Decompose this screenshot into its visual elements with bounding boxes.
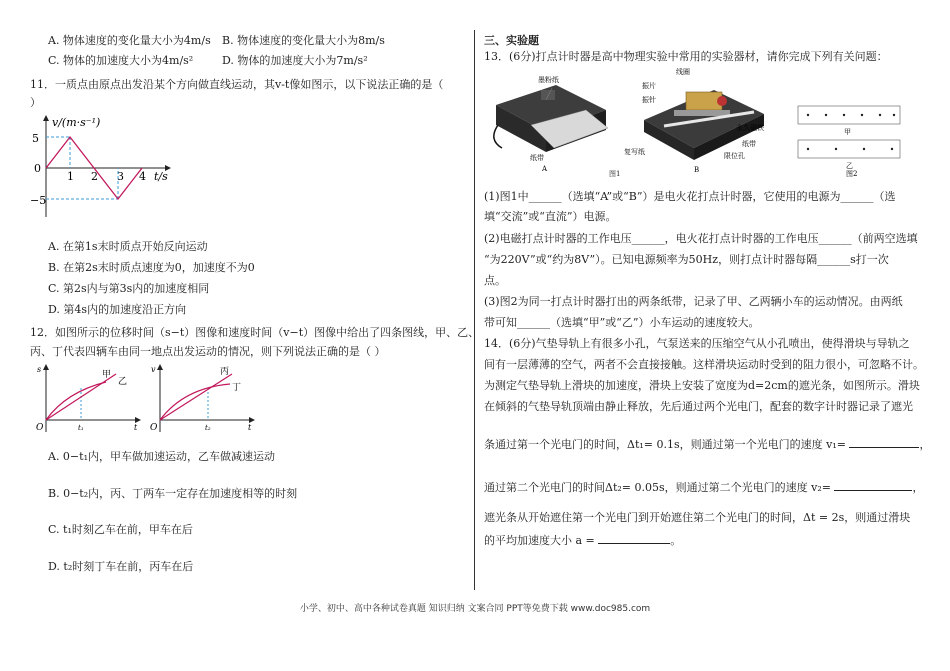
q14-line5 [484, 436, 930, 452]
tape-jia-dot-5 [893, 114, 895, 116]
x-tick-3: 3 [117, 170, 124, 183]
tape-jia-dot-3 [861, 114, 863, 116]
q14-line5-text: 条通过第一个光电门的时间，Δt₁= 0.1s，则通过第一个光电门的速度 v₁= [484, 438, 850, 451]
label-zhenpian: 振片 [642, 82, 656, 90]
vt-ylabel: v [151, 365, 156, 374]
line-bing [160, 374, 232, 420]
q13-part1-line1: (1)图1中______（选填“A”或“B”）是电火花打点计时器，它使用的电源为______（选 [484, 190, 896, 203]
label-jia: 甲 [102, 370, 112, 380]
q13-part2-line3: 点。 [484, 274, 506, 287]
label-ding: 丁 [232, 383, 242, 393]
q11-option-a: A. 在第1s末时质点开始反向运动 [48, 240, 208, 253]
acceleration-answer-blank[interactable] [598, 532, 670, 544]
label-bing: 丙 [220, 367, 230, 377]
tape-jia-dot-2 [843, 114, 845, 116]
label-jia-tape: 甲 [844, 128, 851, 136]
q14-line3: 为测定气垫导轨上滑块的加速度，滑块上安装了宽度为d=2cm的遮光条，如图所示。滑块 [484, 379, 920, 392]
q14-line8 [484, 532, 681, 548]
q14-line5-end: ， [919, 438, 931, 451]
q14-line6-text: 通过第二个光电门的时间Δt₂= 0.05s，则通过第二个光电门的速度 v₂= [484, 481, 835, 494]
y-tick-0: 0 [34, 162, 41, 175]
q10-option-b: B. 物体速度的变化量大小为8m/s [222, 34, 385, 47]
q11-option-d: D. 第4s内的加速度沿正方向 [48, 303, 187, 316]
q11-stem-line1: 11．一质点由原点出发沿某个方向做直线运动，其v-t像如图示，以下说法正确的是（ [30, 78, 444, 91]
q14-line1: 14．(6分)气垫导轨上有很多小孔，气泵送来的压缩空气从小孔喷出，使得滑块与导轨之 [484, 337, 910, 350]
tape-jia-dot-1 [825, 114, 827, 116]
q12-stem-line1: 12．如图所示的位移时间（s−t）图像和速度时间（v−t）图像中给出了四条图线，甲、乙、 [30, 326, 480, 339]
label-b: B [694, 166, 700, 174]
x-tick-2: 2 [91, 170, 98, 183]
column-divider [474, 30, 475, 590]
q13-part2-line2: “为220V”或“约为8V”）。已知电源频率为50Hz，则打点计时器每隔______s打一次 [484, 253, 889, 266]
q10-option-a: A. 物体速度的变化量大小为4m/s [48, 34, 211, 47]
q14-line6-end: ， [912, 481, 924, 494]
q14-line4: 在倾斜的气垫导轨顶端由静止释放，先后通过两个光电门，配套的数字计时器记录了遮光 [484, 400, 913, 413]
tape-yi-dot-3 [891, 148, 893, 150]
label-yi-tape: 乙 [846, 162, 853, 170]
q12-st-graph [36, 362, 144, 434]
q12-option-d: D. t₂时刻丁车在前，丙车在后 [48, 560, 194, 573]
v1-answer-blank[interactable] [849, 436, 919, 448]
label-a: A [542, 165, 548, 173]
label-xianweikong: 限位孔 [724, 152, 745, 160]
y-tick-5: 5 [32, 132, 39, 145]
label-tu2: 图2 [846, 170, 858, 178]
tape-yi-dot-0 [807, 148, 809, 150]
curve-ding [160, 384, 230, 420]
q12-stem-line2: 丙、丁代表四辆车由同一地点出发运动的情况，则下列说法正确的是（ ） [30, 345, 386, 358]
label-fuxiezhi: 复写纸 [624, 148, 645, 156]
q13-stem: 13．(6分)打点计时器是高中物理实验中常用的实验器材，请你完成下列有关问题： [484, 50, 888, 63]
label-zhidai-a: 纸带 [530, 154, 544, 162]
paper-tapes-figure-2 [796, 100, 906, 178]
q11-vt-graph [30, 112, 180, 222]
q14-line2: 间有一层薄薄的空气，两者不会直接接触。这样滑块运动时受到的阻力很小，可忽略不计。 [484, 358, 924, 371]
label-zhenzhen: 振针 [642, 96, 656, 104]
label-yi: 乙 [118, 377, 128, 387]
st-origin: O [36, 423, 44, 433]
q14-line6 [484, 479, 923, 495]
q11-stem-line2: ） [30, 96, 41, 109]
q13-part1-line2: 填“交流”或“直流”）电源。 [484, 210, 617, 223]
vt-xlabel: t [248, 423, 252, 432]
x-tick-4: 4 [139, 170, 146, 183]
q10-option-c: C. 物体的加速度大小为4m/s² [48, 54, 194, 67]
x-axis-label: t/s [154, 170, 168, 183]
q14-line8-end: 。 [670, 534, 682, 547]
q13-part2-line1: (2)电磁打点计时器的工作电压______，电火花打点计时器的工作电压______（前两空选填 [484, 232, 918, 245]
tape-yi-dot-2 [863, 148, 865, 150]
y-tick-neg5: −5 [30, 194, 47, 207]
section-3-title: 三、实验题 [484, 34, 539, 47]
q11-option-c: C. 第2s内与第3s内的加速度相同 [48, 282, 210, 295]
st-tick-t1: t₁ [78, 424, 84, 432]
label-yongjiucitie: 永久磁铁 [736, 124, 764, 132]
label-moxiangzhi: 墨粉纸 [538, 76, 559, 84]
q11-option-b: B. 在第2s末时质点速度为0，加速度不为0 [48, 261, 255, 274]
q12-vt-graph [150, 362, 258, 434]
q13-part3-line2: 带可知______（选填“甲”或“乙”）小车运动的速度较大。 [484, 316, 760, 329]
tape-jia-dot-4 [879, 114, 881, 116]
x-tick-1: 1 [67, 170, 74, 183]
v2-answer-blank[interactable] [834, 479, 912, 491]
tape-jia-dot-0 [807, 114, 809, 116]
label-xianquan: 线圈 [676, 68, 690, 76]
q13-part3-line1: (3)图2为同一打点计时器打出的两条纸带，记录了甲、乙两辆小车的运动情况。由两纸 [484, 295, 903, 308]
electromagnetic-timer-figure-b [624, 62, 774, 178]
q12-option-a: A. 0−t₁内，甲车做加速运动，乙车做减速运动 [48, 450, 275, 463]
y-axis-label: v/(m·s⁻¹) [52, 116, 101, 129]
st-xlabel: t [134, 423, 138, 432]
tape-yi-dot-1 [835, 148, 837, 150]
vt-origin: O [150, 423, 158, 433]
label-tu1: 图1 [609, 170, 621, 178]
spark-timer-figure-a [486, 70, 616, 178]
page-footer: 小学、初中、高中各种试卷真题 知识归纳 文案合同 PPT等免费下载 www.doc985.com [299, 604, 651, 614]
q12-option-c: C. t₁时刻乙车在前，甲车在后 [48, 523, 193, 536]
q12-option-b: B. 0−t₂内，丙、丁两车一定存在加速度相等的时刻 [48, 487, 298, 500]
vt-tick-t2: t₂ [205, 424, 211, 432]
q10-option-d: D. 物体的加速度大小为7m/s² [222, 54, 368, 67]
q14-line7: 遮光条从开始遮住第一个光电门到开始遮住第二个光电门的时间，Δt = 2s，则通过滑块 [484, 511, 911, 524]
label-zhidai-b: 纸带 [742, 140, 756, 148]
q14-line8-text: 的平均加速度大小 a = [484, 534, 599, 547]
st-ylabel: s [37, 365, 42, 374]
